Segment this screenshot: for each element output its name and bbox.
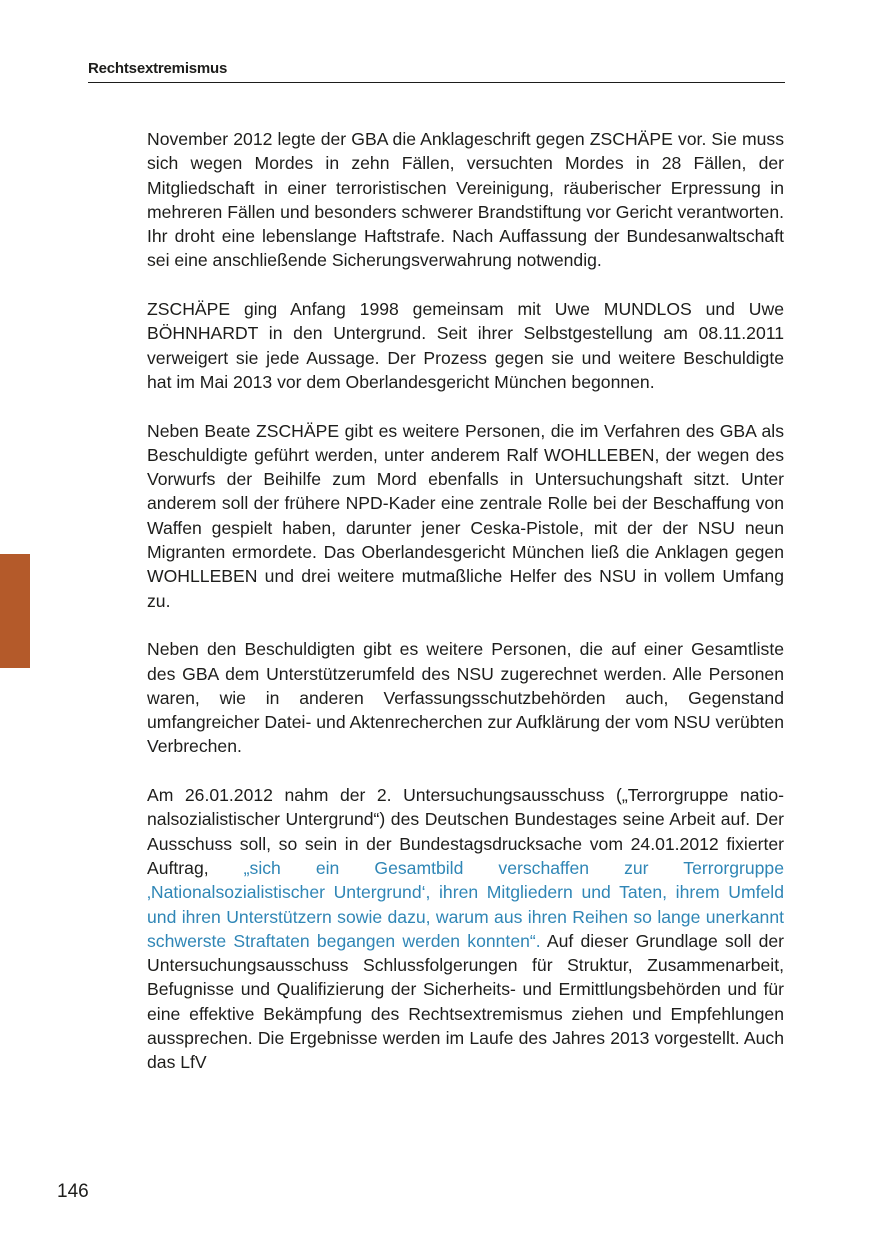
- paragraph-anklage: November 2012 legte der GBA die Anklageschrift gegen ZSCHÄPE vor. Sie muss sich wegen Mordes in zehn Fällen, versuchten Mordes in 28 Fällen, der Mitgliedschaft in einer terroristischen Vereinigung, räuberischer Erpressung in mehreren Fällen und besonders schwerer Brandstiftung vor Gericht verantworten. Ihr droht eine lebenslange Haftstrafe. Nach Auffassung der Bundesanwaltschaft sei eine anschließende Sicherungsverwahrung notwendig.: [147, 129, 784, 271]
- paragraph-tail-text: Auf dieser Grundlage soll der Untersuchungsausschuss Schlussfolgerungen für Struktur, Zusammenarbeit, Befugnisse und Qualifizierung der Sicherheits- und Ermittlungsbehörden und für eine effektive Bekämpfung des Rechtsextremismus ziehen und Empfehlungen aussprechen. Die Ergebnisse werden im Laufe des Jahres 2013 vorgestellt. Auch das LfV: [147, 930, 784, 1073]
- paragraph-untergrund: ZSCHÄPE ging Anfang 1998 gemeinsam mit Uwe MUNDLOS und Uwe BÖHNHARDT in den Untergrund. Seit ihrer Selbstgestellung am 08.11.2011 verweigert sie jede Aussage. Der Prozess gegen sie und weitere Beschuldigte hat im Mai 2013 vor dem Oberlandesgericht München begonnen.: [147, 299, 784, 392]
- page-body: [147, 127, 784, 1099]
- paragraph-lead-text: Am 26.01.2012 nahm der 2. Untersuchungsausschuss („Terrorgruppe nationalsozialistischer Untergrund“) des Deutschen Bundestages seine Arbeit auf. Der Ausschuss soll, so sein in der Bundestagsdrucksache vom 24.01.2012 fixierter Auftrag,: [147, 785, 784, 878]
- running-header-title: Rechtsextremismus: [88, 60, 228, 77]
- page-number: 146: [57, 1181, 89, 1202]
- quoted-mandate: „sich ein Gesamtbild verschaffen zur Terrorgruppe ‚Nationalsozialistischer Untergrund‘, ihren Mitgliedern und Taten, ihrem Umfeld und ihren Unterstützern sowie dazu, warum aus ihren Reihen so lange unerkannt schwerste Straftaten begangen werden konnten“.: [147, 857, 784, 951]
- paragraph-unterstuetzerumfeld: Neben den Beschuldigten gibt es weitere Personen, die auf einer Gesamtliste des GBA dem Unterstützerumfeld des NSU zugerechnet werden. Alle Personen waren, wie in anderen Verfassungsschutzbehörden auch, Gegenstand umfangreicher Datei- und Aktenrecherchen zur Aufklärung der vom NSU verübten Verbrechen.: [147, 639, 784, 757]
- header-divider: [88, 82, 785, 83]
- paragraph-beschuldigte: Neben Beate ZSCHÄPE gibt es weitere Personen, die im Verfahren des GBA als Beschuldigte geführt werden, unter anderem Ralf WOHLLEBEN, der wegen des Vorwurfs der Beihilfe zum Mord ebenfalls in Untersuchungshaft sitzt. Unter anderem soll der frühere NPD-Kader eine zentrale Rolle bei der Beschaffung von Waffen gespielt haben, darunter jener Ceska-Pistole, mit der der NSU neun Migranten ermordete. Das Oberlandesgericht München ließ die Anklagen gegen WOHLLEBEN und drei weitere mutmaßliche Helfer des NSU in vollem Umfang zu.: [147, 420, 784, 611]
- chapter-side-tab: [0, 554, 30, 668]
- paragraph-untersuchungsausschuss: [147, 783, 784, 1075]
